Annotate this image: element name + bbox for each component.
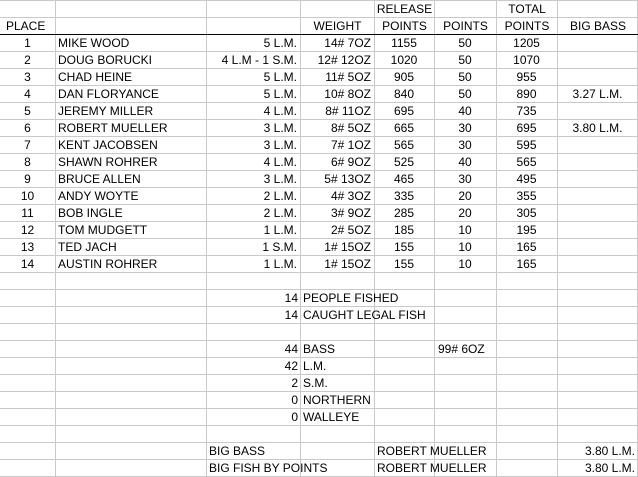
big-bass-cell: 3.27 L.M. — [572, 87, 623, 101]
place-cell: 6 — [24, 121, 31, 135]
angler-name-cell: BRUCE ALLEN — [58, 172, 141, 186]
people-fished-label: PEOPLE FISHED — [303, 291, 399, 305]
weight-cell: 2# 5OZ — [330, 223, 371, 237]
award-big-fish-points-winner: ROBERT MUELLER — [377, 461, 487, 475]
place-cell: 4 — [24, 87, 31, 101]
points-cell: 335 — [393, 189, 415, 203]
big-bass-cell — [557, 137, 638, 154]
weight-cell: 1# 15OZ — [324, 257, 371, 271]
total-points-cell: 165 — [516, 240, 537, 254]
release-points-cell: 30 — [458, 172, 472, 186]
big-bass-cell — [557, 52, 638, 69]
weight-cell: 3# 9OZ — [330, 206, 371, 220]
place-cell: 3 — [24, 70, 31, 84]
points-cell: 665 — [393, 121, 415, 135]
weight-cell: 4# 3OZ — [330, 189, 371, 203]
place-cell: 8 — [24, 155, 31, 169]
release-points-cell: 30 — [458, 138, 472, 152]
caught-legal-count: 14 — [284, 308, 298, 322]
total-points-cell: 695 — [516, 121, 537, 135]
points-cell: 905 — [393, 70, 415, 84]
points-cell: 285 — [393, 206, 415, 220]
big-bass-cell — [557, 154, 638, 171]
northern-count: 0 — [291, 393, 298, 407]
total-points-cell: 495 — [516, 172, 537, 186]
release-points-cell: 50 — [458, 87, 472, 101]
sm-label: S.M. — [303, 376, 328, 390]
bass-count: 44 — [284, 342, 298, 356]
header-weight: WEIGHT — [313, 19, 362, 33]
weight-cell: 5# 13OZ — [324, 172, 371, 186]
angler-name-cell: JEREMY MILLER — [58, 104, 154, 118]
award-big-bass-label: BIG BASS — [209, 444, 266, 458]
angler-name-cell: TOM MUDGETT — [58, 223, 148, 237]
big-bass-cell — [557, 188, 638, 205]
award-big-bass-value: 3.80 L.M. — [584, 444, 635, 458]
lm-label: L.M. — [303, 359, 327, 373]
fish-count-cell: 1 S.M. — [262, 240, 297, 254]
fish-count-cell: 4 L.M - 1 S.M. — [221, 53, 297, 67]
points-cell: 155 — [393, 257, 415, 271]
people-fished-count: 14 — [284, 291, 298, 305]
fish-count-cell: 4 L.M. — [263, 155, 297, 169]
fish-count-cell: 5 L.M. — [263, 87, 297, 101]
release-points-cell: 10 — [458, 257, 472, 271]
header-place: PLACE — [6, 19, 46, 33]
release-points-cell: 40 — [458, 104, 472, 118]
release-points-cell: 50 — [458, 53, 472, 67]
release-points-cell: 30 — [458, 121, 472, 135]
total-points-cell: 305 — [516, 206, 537, 220]
place-cell: 12 — [20, 223, 35, 237]
total-points-cell: 1070 — [513, 53, 540, 67]
lm-count: 42 — [284, 359, 298, 373]
place-cell: 11 — [21, 206, 34, 220]
angler-name-cell: ANDY WOYTE — [58, 189, 139, 203]
bass-total-weight: 99# 6OZ — [438, 342, 485, 356]
bass-label: BASS — [303, 342, 336, 356]
big-bass-cell — [557, 69, 638, 86]
big-bass-cell — [557, 239, 638, 256]
total-points-cell: 565 — [516, 155, 537, 169]
header-points: POINTS — [382, 19, 427, 33]
total-points-cell: 955 — [516, 70, 537, 84]
big-bass-cell — [557, 256, 638, 273]
weight-cell: 6# 9OZ — [330, 155, 371, 169]
total-points-cell: 1205 — [513, 36, 540, 50]
weight-cell: 11# 5OZ — [325, 70, 371, 84]
angler-name-cell: MIKE WOOD — [58, 36, 130, 50]
total-points-cell: 595 — [516, 138, 537, 152]
weight-cell: 1# 15OZ — [324, 240, 371, 254]
award-big-fish-points-label: BIG FISH BY POINTS — [209, 461, 328, 475]
release-points-cell: 10 — [458, 223, 472, 237]
caught-legal-label: CAUGHT LEGAL FISH — [303, 308, 426, 322]
place-cell: 1 — [24, 36, 31, 50]
big-bass-cell: 3.80 L.M. — [572, 121, 623, 135]
header-total-points: POINTS — [504, 19, 550, 33]
angler-name-cell: SHAWN ROHRER — [58, 155, 158, 169]
angler-name-cell: DOUG BORUCKI — [58, 53, 153, 67]
fish-count-cell: 2 L.M. — [263, 206, 297, 220]
angler-name-cell: TED JACH — [58, 240, 117, 254]
weight-cell: 8# 11OZ — [325, 104, 371, 118]
walleye-count: 0 — [291, 410, 298, 424]
weight-cell: 10# 8OZ — [324, 87, 371, 101]
angler-name-cell: BOB INGLE — [58, 206, 123, 220]
award-big-fish-points-value: 3.80 L.M. — [584, 461, 635, 475]
weight-cell: 14# 7OZ — [324, 36, 371, 50]
release-points-cell: 10 — [458, 240, 472, 254]
place-cell: 5 — [24, 104, 31, 118]
angler-name-cell: DAN FLORYANCE — [58, 87, 159, 101]
release-points-cell: 50 — [458, 36, 472, 50]
points-cell: 695 — [393, 104, 415, 118]
header-release: RELEASE — [376, 2, 433, 16]
total-points-cell: 165 — [516, 257, 537, 271]
fish-count-cell: 5 L.M. — [263, 70, 297, 84]
fish-count-cell: 1 L.M. — [263, 257, 297, 271]
points-cell: 155 — [393, 240, 415, 254]
sm-count: 2 — [291, 376, 298, 390]
angler-name-cell: ROBERT MUELLER — [58, 121, 168, 135]
place-cell: 13 — [20, 240, 35, 254]
angler-name-cell: AUSTIN ROHRER — [58, 257, 158, 271]
points-cell: 525 — [393, 155, 415, 169]
place-cell: 10 — [20, 189, 35, 203]
total-points-cell: 735 — [516, 104, 537, 118]
place-cell: 14 — [20, 257, 35, 271]
release-points-cell: 20 — [458, 189, 472, 203]
angler-name-cell: KENT JACOBSEN — [58, 138, 158, 152]
place-cell: 9 — [24, 172, 31, 186]
fish-count-cell: 4 L.M. — [263, 104, 297, 118]
header-total: TOTAL — [508, 2, 546, 16]
fish-count-cell: 2 L.M. — [263, 189, 297, 203]
northern-label: NORTHERN — [303, 393, 371, 407]
release-points-cell: 40 — [458, 155, 472, 169]
header-big-bass: BIG BASS — [569, 19, 627, 33]
total-points-cell: 195 — [516, 223, 537, 237]
award-big-bass-winner: ROBERT MUELLER — [377, 444, 487, 458]
big-bass-cell — [557, 222, 638, 239]
points-cell: 565 — [393, 138, 415, 152]
place-cell: 2 — [24, 53, 31, 67]
big-bass-cell — [557, 171, 638, 188]
release-points-cell: 50 — [458, 70, 472, 84]
weight-cell: 12# 12OZ — [317, 53, 371, 67]
big-bass-cell — [557, 103, 638, 120]
header-release-points: POINTS — [443, 19, 488, 33]
walleye-label: WALLEYE — [303, 410, 360, 424]
fish-count-cell: 3 L.M. — [263, 172, 297, 186]
big-bass-cell — [557, 205, 638, 222]
total-points-cell: 355 — [516, 189, 537, 203]
fish-count-cell: 3 L.M. — [263, 121, 297, 135]
total-points-cell: 890 — [516, 87, 537, 101]
place-cell: 7 — [24, 138, 31, 152]
points-cell: 465 — [393, 172, 415, 186]
angler-name-cell: CHAD HEINE — [58, 70, 133, 84]
points-cell: 1020 — [390, 53, 418, 67]
big-bass-cell — [557, 35, 638, 52]
fish-count-cell: 3 L.M. — [263, 138, 297, 152]
weight-cell: 7# 1OZ — [330, 138, 371, 152]
points-cell: 185 — [393, 223, 415, 237]
weight-cell: 8# 5OZ — [330, 121, 371, 135]
fish-count-cell: 5 L.M. — [263, 36, 297, 50]
fish-count-cell: 1 L.M. — [263, 223, 297, 237]
release-points-cell: 20 — [458, 206, 472, 220]
points-cell: 1155 — [391, 36, 417, 50]
points-cell: 840 — [393, 87, 415, 101]
